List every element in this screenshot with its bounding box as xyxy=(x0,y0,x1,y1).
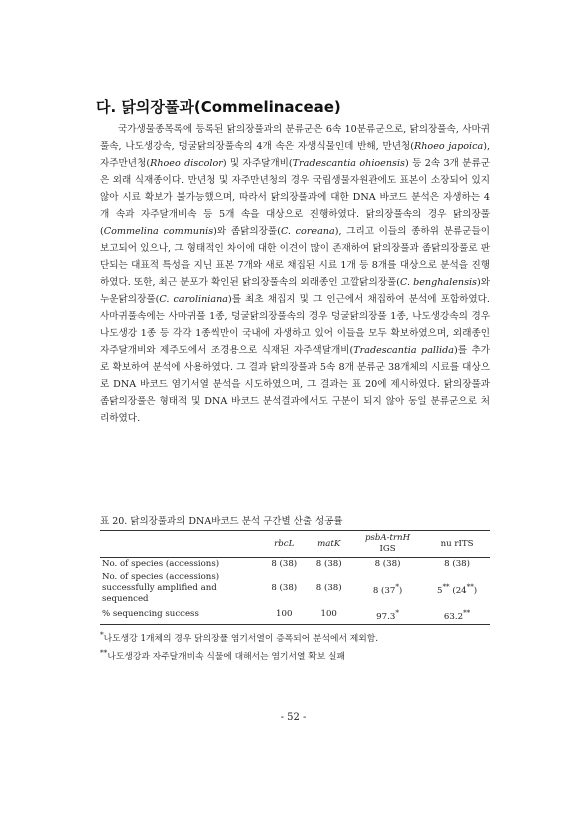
footnote-1: *나도생강 1개체의 경우 닭의장풀 염기서열이 증폭되어 분석에서 제외함. xyxy=(100,630,379,644)
table-header-row xyxy=(100,531,490,558)
species-name: C. coreana xyxy=(280,226,335,237)
table-row xyxy=(100,606,490,624)
header-matk: matK xyxy=(306,531,350,558)
body-paragraph-container xyxy=(100,121,490,427)
table-cell: 8 (37*) xyxy=(372,581,403,596)
row-label-line: sequenced xyxy=(102,594,149,604)
species-name: C. caroliniana xyxy=(159,294,228,305)
footnote-text: 나도생강과 자주달개비속 식물에 대해서는 염기서열 확보 실패 xyxy=(107,651,346,662)
row-label-line: No. of species (accessions) xyxy=(102,572,220,582)
header-blank xyxy=(100,531,262,558)
paragraph-text: ) 및 자주달개비( xyxy=(222,158,293,169)
section-heading: 다. 닭의장풀과(Commelinaceae) xyxy=(96,98,341,116)
species-name: Tradescantia pallida xyxy=(353,345,454,356)
species-name: Commelina communis xyxy=(103,226,214,237)
paragraph-text: )와 좀닭의장풀( xyxy=(213,226,281,237)
table-row xyxy=(100,571,490,606)
table-cell: 8 (38) xyxy=(271,559,298,569)
table-cell: 5** (24**) xyxy=(436,581,478,596)
species-name: Rhoeo japoica xyxy=(414,141,484,152)
body-paragraph xyxy=(100,121,490,427)
paragraph-text: ), 자주만년청( xyxy=(100,141,490,169)
paragraph-text: )를 추가로 확보하여 분석에 사용하였다. 그 결과 닭의장풀과 5속 8개 분류군 38개체의 시료를 대상으로 DNA 바코드 염기서열 분석을 시도하였으며, 그 결과는 표 20에 제시하였다. 닭의장풀과 좀닭의장풀은 형태적 및 DNA 바코드 분석결과에서도 구분이 되지 않아 동일 분류군으로 처리하였다. xyxy=(100,345,490,424)
paragraph-text: 국가생물종목록에 등록된 닭의장풀과의 분류군은 6속 10분류군으로, 닭의장풀속, 사마귀풀속, 나도생강속, 덩굴닭의장풀속의 4개 속은 자생식물인데 반해, 만년청( xyxy=(100,124,490,152)
header-psba xyxy=(351,531,424,558)
species-name: Rhoeo discolor xyxy=(150,158,223,169)
table-cell: 8 (38) xyxy=(315,559,342,569)
footnote-text: 나도생강 1개체의 경우 닭의장풀 염기서열이 증폭되어 분석에서 제외함. xyxy=(103,633,379,644)
paragraph-text: ), 그리고 이들의 종하위 분류군들이 보고되어 있으나, 그 형태적인 차이에 대한 이견이 많이 존재하여 닭의장풀과 좀닭의장풀로 판단되는 대표적 특성을 지닌 표본 7개와 새로 채집된 시료 1개 등 8개를 대상으로 분석을 진행하였다. 또한, 최근 분포가 확인된 닭의장풀속의 외래종인 고깔닭의장풀( xyxy=(100,226,490,288)
row-label xyxy=(100,558,262,572)
header-psba-line1: psbA-trnH xyxy=(364,533,411,543)
header-nurits: nu rITS xyxy=(424,531,490,558)
row-label-line: % sequencing success xyxy=(102,609,199,620)
row-label-line: No. of species (accessions) xyxy=(102,559,220,569)
table-caption: 표 20. 닭의장풀과의 DNA바코드 분석 구간별 산출 성공률 xyxy=(100,516,343,527)
row-label-line: successfully amplified and xyxy=(102,583,217,593)
table-cell: 100 xyxy=(262,606,306,624)
species-name: Tradescantia ohioensis xyxy=(292,158,405,169)
paragraph-text: ) 등 2속 3개 분류군은 외래 식재종이다. 만년청 및 자주만년청의 경우 국립생물자원관에도 표본이 소장되어 있지 않아 시료 확보가 불가능했으며, 따라서 닭의장풀과에 대한 DNA 바코드 분석은 자생하는 4개 속과 자주달개비속 등 5개 속을 대상으로 진행하였다. 닭의장풀속의 경우 닭의장풀( xyxy=(100,158,490,237)
header-rbcl: rbcL xyxy=(262,531,306,558)
row-label xyxy=(100,571,262,606)
table-cell: 100 xyxy=(306,606,350,624)
table-cell: 8 (38) xyxy=(315,583,342,593)
header-psba-line2: IGS xyxy=(379,544,396,554)
table-cell: 63.2** xyxy=(424,606,490,624)
table-cell: 8 (38) xyxy=(271,583,298,593)
table-row xyxy=(100,558,490,572)
table-footnotes xyxy=(100,628,500,664)
table-cell: 8 (38) xyxy=(374,559,401,569)
page-number: - 52 - xyxy=(280,712,307,723)
footnote-2: **나도생강과 자주달개비속 식물에 대해서는 염기서열 확보 실패 xyxy=(100,647,346,662)
table-cell: 8 (38) xyxy=(444,559,470,569)
table-cell: 97.3* xyxy=(351,606,424,624)
barcode-success-table xyxy=(100,530,490,625)
row-label xyxy=(100,606,262,624)
paragraph-text: )와 누운닭의장풀( xyxy=(100,277,490,305)
paragraph-text: )를 최초 채집지 및 그 인근에서 채집하여 분석에 포함하였다. 사마귀풀속에는 사마귀풀 1종, 덩굴닭의장풀속의 경우 덩굴닭의장풀 1종, 나도생강속의 경우 나도생강 1종 등 각각 1종씩만이 국내에 자생하고 있어 이들을 모두 확보하였으며, 외래종인 자주달개비와 제주도에서 조경용으로 식재된 자주색달개비( xyxy=(100,294,490,356)
species-name: C. benghalensis xyxy=(400,277,477,288)
